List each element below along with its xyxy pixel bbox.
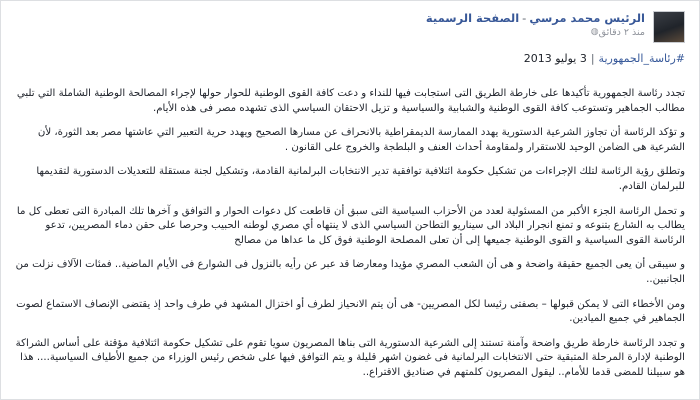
author-line [426, 11, 645, 26]
hashtag-link[interactable]: #رئاسة_الجمهورية [598, 52, 685, 65]
author-avatar[interactable] [653, 11, 685, 43]
post-date: 3 يوليو 2013 [523, 52, 587, 65]
page-name-link[interactable]: الصفحة الرسمية [425, 11, 520, 25]
post-header [385, 11, 685, 41]
public-globe-icon: ◍ [590, 27, 599, 37]
author-name-link[interactable]: الرئيس محمد مرسي [529, 11, 645, 25]
post-paragraph: و تؤكد الرئاسة أن تجاوز الشرعية الدستورية يهدد الممارسة الديمقراطية بالانحراف عن مسارها الصحيح ويهدد حرية التعبير التي عاشتها مصر بعد الثورة، لأن الشرعية هى الضامن الوحيد للاستقرار ولمقاومة أحداث العنف و البلطجة والخروج على القانون . [37, 127, 685, 153]
post-paragraph: و تحمل الرئاسة الجزء الأكبر من المسئولية لعدد من الأحزاب السياسية التى سبق أن قاطعت كل دعوات الحوار و التوافق و آخرها تلك المبادرة التى تعطى كل ما يطالب به الشارع بتنوعه و تمنع انجرار البلاد الى سيناريو التطاحن السياسي الذى لا ينتهاه أي مصري لوطنه الحبيب وحرصا على حقن دماء المصريين، تدعو الرئاسة القوى السياسية و القوى الوطنية جميعها إلى أن تعلى المصلحة الوطنية فوق كل ما عداها من مصالح [16, 205, 685, 246]
post-meta [426, 11, 645, 39]
post-paragraph: تجدد رئاسة الجمهورية تأكيدها على خارطة الطريق التى استجابت فيها للنداء و دعت كافة القوى الوطنية للحوار حولها لإجراء المصالحة الوطنية الشاملة التي تلبي مطالب الجماهير وتستوعب كافة القوى الوطنية والشبابية والسياسية و تزيل الاحتقان السياسي الذى تشهده مصر فى هذه الأيام. [16, 88, 685, 114]
post-timestamp[interactable]: منذ ٢ دقائق [598, 27, 645, 38]
post-paragraph: وتطلق رؤية الرئاسة لتلك الإجراءات من تشكيل حكومة ائتلافية توافقية تدير الانتخابات البرلمانية القادمة، وتشكيل لجنة مستقلة للتعديلات الدستورية لتقديمها للبرلمان القادم. [36, 166, 685, 192]
post-paragraph: و تجدد الرئاسة خارطة طريق واضحة وآمنة تستند إلى الشرعية الدستورية التى بناها المصريون سويا تقوم على تشكيل حكومة ائتلافية مؤقتة على أساس الشراكة الوطنية لإدارة المرحلة المتبقية حتى الانتخابات البرلمانية فى غضون اشهر قليلة و يتم التوافق فيها على شخص رئيس الوزراء من جميع الأطياف السياسية.... هذا هو سبيلنا للمضى قدما للأمام.. ليقول المصريون كلمتهم في صناديق الاقتراع.. [15, 337, 685, 378]
author-separator: - [522, 11, 527, 25]
post-paragraph: ومن الأخطاء التى لا يمكن قبولها – بصفتى رئيسا لكل المصريين- هى أن يتم الانحياز لطرف أو اختزال المشهد في طرف واحد إذ يقتضى الإنصاف الاستماع لصوت الجماهير في جميع الميادين. [16, 298, 685, 325]
hashtag-date-line [15, 51, 685, 67]
post-time-row [426, 26, 645, 39]
post-paragraph: و سيبقى أن يعى الجميع حقيقة واضحة و هى أن الشعب المصري مؤيدا ومعارضا قد عبر عن رأيه بالنزول فى الشوارع فى الأيام الماضية.. فمئات الآلاف نزلت من الجانبين.. [15, 259, 685, 285]
date-separator: | [590, 52, 595, 65]
post-body [15, 51, 685, 399]
